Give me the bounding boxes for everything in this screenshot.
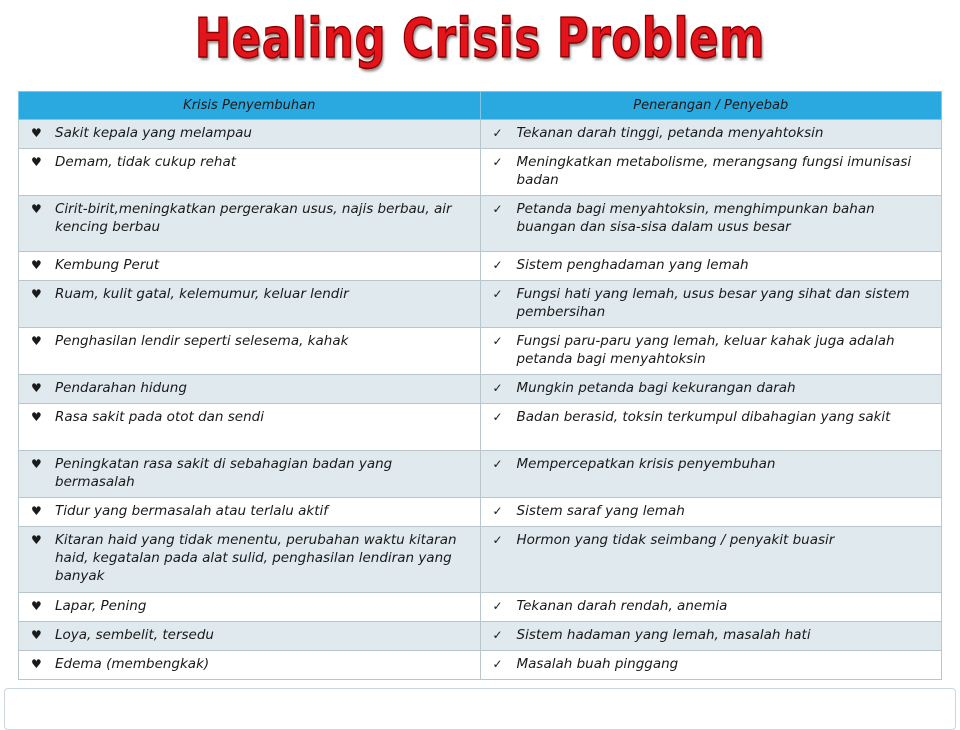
table-row: [19, 328, 942, 375]
table-row: [19, 252, 942, 281]
checkmark-icon: ✓: [492, 628, 503, 642]
cell-krisis: [19, 651, 481, 680]
table-row: [19, 404, 942, 451]
checkmark-icon: ✓: [492, 381, 503, 395]
explanation-text: Mempercepatkan krisis penyembuhan: [516, 456, 776, 472]
symptom-text: Tidur yang bermasalah atau terlalu aktif: [55, 503, 329, 519]
cell-penerangan: [480, 149, 942, 196]
symptom-text: Loya, sembelit, tersedu: [55, 627, 214, 643]
symptom-text: Cirit-birit,meningkatkan pergerakan usus, najis berbau, air kencing berbau: [55, 201, 452, 235]
table-row: [19, 375, 942, 404]
cell-krisis: [19, 120, 481, 149]
cell-krisis: [19, 498, 481, 527]
checkmark-icon: ✓: [492, 410, 503, 424]
table-row: [19, 451, 942, 498]
healing-crisis-table: [18, 91, 942, 680]
cell-penerangan: [480, 281, 942, 328]
checkmark-icon: ✓: [492, 457, 503, 471]
cell-penerangan: [480, 120, 942, 149]
explanation-text: Tekanan darah tinggi, petanda menyahtoksin: [516, 125, 824, 141]
symptom-text: Kitaran haid yang tidak menentu, perubahan waktu kitaran haid, kegatalan pada alat sulid, penghasilan lendiran yang banyak: [55, 532, 457, 584]
explanation-text: Meningkatkan metabolisme, merangsang fungsi imunisasi badan: [516, 154, 912, 188]
table-row: [19, 651, 942, 680]
column-header-penerangan: Penerangan / Penyebab: [480, 92, 942, 120]
cell-penerangan: [480, 196, 942, 252]
checkmark-icon: ✓: [492, 334, 503, 348]
cell-krisis: [19, 328, 481, 375]
symptom-text: Sakit kepala yang melampau: [55, 125, 252, 141]
table-row: [19, 622, 942, 651]
cell-krisis: [19, 527, 481, 593]
cell-penerangan: [480, 651, 942, 680]
explanation-text: Mungkin petanda bagi kekurangan darah: [516, 380, 796, 396]
heart-icon: ♥: [31, 334, 42, 348]
checkmark-icon: ✓: [492, 126, 503, 140]
heart-icon: ♥: [31, 599, 42, 613]
heart-icon: ♥: [31, 628, 42, 642]
heart-icon: ♥: [31, 533, 42, 547]
checkmark-icon: ✓: [492, 287, 503, 301]
table-row: [19, 593, 942, 622]
symptom-text: Kembung Perut: [55, 257, 160, 273]
heart-icon: ♥: [31, 504, 42, 518]
cell-krisis: [19, 593, 481, 622]
table-header-row: [19, 92, 942, 120]
symptom-text: Penghasilan lendir seperti selesema, kahak: [55, 333, 349, 349]
explanation-text: Sistem hadaman yang lemah, masalah hati: [516, 627, 811, 643]
checkmark-icon: ✓: [492, 155, 503, 169]
explanation-text: Fungsi hati yang lemah, usus besar yang sihat dan sistem pembersihan: [516, 286, 910, 320]
cell-penerangan: [480, 593, 942, 622]
cell-penerangan: [480, 404, 942, 451]
cell-krisis: [19, 451, 481, 498]
table-row: [19, 196, 942, 252]
explanation-text: Fungsi paru-paru yang lemah, keluar kahak juga adalah petanda bagi menyahtoksin: [516, 333, 895, 367]
cell-penerangan: [480, 328, 942, 375]
checkmark-icon: ✓: [492, 258, 503, 272]
checkmark-icon: ✓: [492, 202, 503, 216]
cell-penerangan: [480, 622, 942, 651]
cell-krisis: [19, 252, 481, 281]
symptom-text: Pendarahan hidung: [55, 380, 187, 396]
bottom-panel: [4, 688, 956, 730]
cell-penerangan: [480, 498, 942, 527]
heart-icon: ♥: [31, 258, 42, 272]
explanation-text: Sistem penghadaman yang lemah: [516, 257, 749, 273]
symptom-text: Lapar, Pening: [55, 598, 147, 614]
cell-penerangan: [480, 375, 942, 404]
symptom-text: Ruam, kulit gatal, kelemumur, keluar lendir: [55, 286, 349, 302]
cell-krisis: [19, 622, 481, 651]
explanation-text: Badan berasid, toksin terkumpul dibahagian yang sakit: [516, 409, 891, 425]
cell-krisis: [19, 375, 481, 404]
page-title: Healing Crisis Problem: [194, 7, 766, 70]
explanation-text: Petanda bagi menyahtoksin, menghimpunkan bahan buangan dan sisa-sisa dalam usus besar: [516, 201, 875, 235]
cell-krisis: [19, 149, 481, 196]
table-row: [19, 120, 942, 149]
symptom-text: Rasa sakit pada otot dan sendi: [55, 409, 264, 425]
checkmark-icon: ✓: [492, 599, 503, 613]
explanation-text: Masalah buah pinggang: [516, 656, 679, 672]
heart-icon: ♥: [31, 126, 42, 140]
explanation-text: Tekanan darah rendah, anemia: [516, 598, 728, 614]
table-row: [19, 281, 942, 328]
table-row: [19, 527, 942, 593]
cell-penerangan: [480, 527, 942, 593]
column-header-krisis: Krisis Penyembuhan: [19, 92, 481, 120]
heart-icon: ♥: [31, 202, 42, 216]
heart-icon: ♥: [31, 410, 42, 424]
cell-penerangan: [480, 252, 942, 281]
symptom-text: Edema (membengkak): [55, 656, 210, 672]
symptom-text: Peningkatan rasa sakit di sebahagian badan yang bermasalah: [55, 456, 393, 490]
checkmark-icon: ✓: [492, 533, 503, 547]
heart-icon: ♥: [31, 287, 42, 301]
cell-krisis: [19, 281, 481, 328]
symptom-text: Demam, tidak cukup rehat: [55, 154, 237, 170]
checkmark-icon: ✓: [492, 657, 503, 671]
table-row: [19, 498, 942, 527]
explanation-text: Hormon yang tidak seimbang / penyakit buasir: [516, 532, 835, 548]
cell-krisis: [19, 404, 481, 451]
explanation-text: Sistem saraf yang lemah: [516, 503, 685, 519]
table-row: [19, 149, 942, 196]
checkmark-icon: ✓: [492, 504, 503, 518]
cell-krisis: [19, 196, 481, 252]
cell-penerangan: [480, 451, 942, 498]
heart-icon: ♥: [31, 457, 42, 471]
heart-icon: ♥: [31, 657, 42, 671]
heart-icon: ♥: [31, 381, 42, 395]
heart-icon: ♥: [31, 155, 42, 169]
